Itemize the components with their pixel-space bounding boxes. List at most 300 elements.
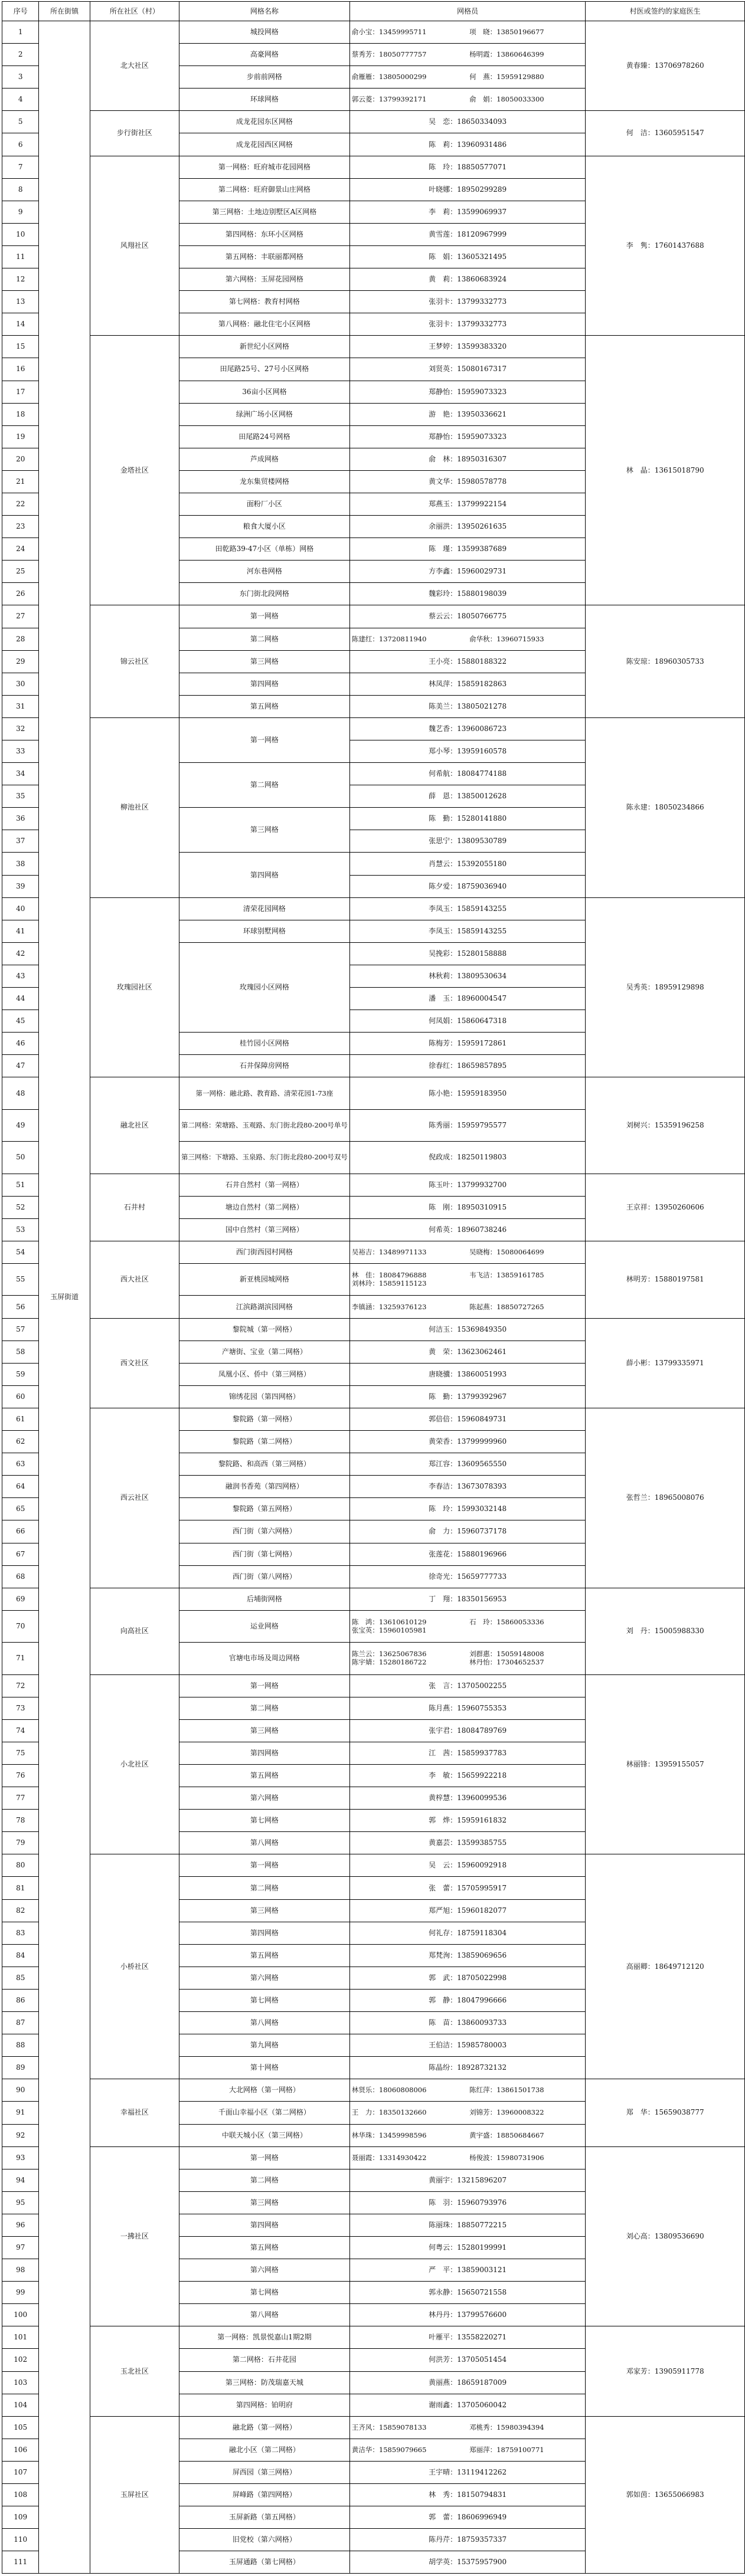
grid-member-cell bbox=[349, 808, 585, 830]
row-number: 22 bbox=[2, 493, 39, 515]
grid-member-cell bbox=[349, 1674, 585, 1697]
row-number: 10 bbox=[2, 223, 39, 245]
grid-member-cell bbox=[349, 830, 585, 853]
community-cell: 幸福社区 bbox=[90, 2079, 179, 2146]
doctor-cell: 吴秀英：18959129898 bbox=[586, 897, 745, 1077]
community-cell: 玉屏社区 bbox=[90, 2416, 179, 2574]
row-number: 7 bbox=[2, 156, 39, 178]
grid-name-cell: 第三网格：土地边别墅区A区网格 bbox=[179, 201, 349, 223]
grid-member: 黄 莉：13860683924 bbox=[429, 275, 507, 284]
grid-member-cell bbox=[349, 178, 585, 201]
grid-member: 黄洁华：15859079665 bbox=[351, 2445, 427, 2454]
grid-member-cell bbox=[349, 853, 585, 875]
header-cell: 序号 bbox=[2, 2, 39, 21]
grid-name-cell: 西门街（第七网格） bbox=[179, 1543, 349, 1565]
grid-member-cell bbox=[349, 1610, 585, 1642]
grid-name-cell: 第五网格 bbox=[179, 1765, 349, 1787]
grid-member: 王梦婷：13599383320 bbox=[429, 342, 507, 351]
row-number: 35 bbox=[2, 785, 39, 808]
grid-member: 胡学英：15375957900 bbox=[429, 2558, 507, 2567]
grid-member-cell bbox=[349, 2124, 585, 2146]
grid-member: 陈丹芹：18759357337 bbox=[429, 2535, 507, 2544]
grid-member-cell bbox=[349, 44, 585, 66]
grid-member: 郭 武：18705022998 bbox=[429, 1973, 507, 1982]
grid-name-cell: 黎院城（第一网格） bbox=[179, 1318, 349, 1341]
grid-member-cell bbox=[349, 2191, 585, 2214]
row-number: 45 bbox=[2, 1010, 39, 1033]
grid-member: 李凤玉：15859143255 bbox=[429, 926, 507, 935]
grid-member: 陈起燕：18850727265 bbox=[469, 1302, 544, 1311]
grid-member: 李 莉：13599069937 bbox=[429, 207, 507, 216]
grid-member-cell bbox=[349, 1318, 585, 1341]
grid-member: 丁 翔：18350156953 bbox=[429, 1594, 507, 1603]
grid-member-cell bbox=[349, 2461, 585, 2483]
row-number: 1 bbox=[2, 21, 39, 44]
header-cell: 所在街镇 bbox=[39, 2, 90, 21]
row-number: 38 bbox=[2, 853, 39, 875]
grid-member: 陈夕爱：18759036940 bbox=[429, 881, 507, 890]
grid-name-cell: 第一网格：旺府城市花园网格 bbox=[179, 156, 349, 178]
grid-name-cell: 江滨路湖滨园网格 bbox=[179, 1296, 349, 1318]
grid-member: 徐奇光：15659777733 bbox=[429, 1572, 507, 1581]
grid-member: 黄丽宇：13215896207 bbox=[429, 2175, 507, 2184]
grid-member: 陈秀丽：15959795577 bbox=[429, 1121, 507, 1130]
doctor-cell: 林明芳：15880197581 bbox=[586, 1241, 745, 1318]
grid-member-cell bbox=[349, 1565, 585, 1588]
grid-member-cell bbox=[349, 493, 585, 515]
grid-member-cell bbox=[349, 2394, 585, 2416]
grid-member-cell bbox=[349, 1643, 585, 1674]
grid-name-cell: 第九网格 bbox=[179, 2034, 349, 2057]
row-number: 20 bbox=[2, 448, 39, 470]
header-row bbox=[2, 2, 745, 21]
grid-member-cell bbox=[349, 2236, 585, 2259]
grid-member: 陈 鸿：13610610129 bbox=[351, 1617, 427, 1626]
row-number: 39 bbox=[2, 875, 39, 897]
grid-member: 吴晓梅：15080064699 bbox=[469, 1248, 544, 1256]
grid-member-cell bbox=[349, 561, 585, 583]
community-cell: 步行街社区 bbox=[90, 111, 179, 156]
grid-member-cell bbox=[349, 2079, 585, 2102]
table-row bbox=[2, 1854, 745, 1877]
grid-name-cell: 新亚桃园城网格 bbox=[179, 1264, 349, 1296]
grid-member: 吴 云：15960092918 bbox=[429, 1861, 507, 1870]
grid-name-cell: 凤凰小区、侨中（第三网格） bbox=[179, 1363, 349, 1385]
grid-member: 王小亮：15880188322 bbox=[429, 657, 507, 666]
grid-member: 林华珠：13459998596 bbox=[351, 2131, 427, 2139]
grid-member-cell bbox=[349, 1588, 585, 1610]
grid-member: 郭 静：18047996666 bbox=[429, 1995, 507, 2004]
row-number: 103 bbox=[2, 2371, 39, 2394]
row-number: 43 bbox=[2, 965, 39, 987]
grid-member-cell bbox=[349, 673, 585, 695]
row-number: 14 bbox=[2, 313, 39, 336]
doctor-cell: 薛小彬：13799335971 bbox=[586, 1318, 745, 1408]
grid-member: 严 平：13859003121 bbox=[429, 2266, 507, 2275]
grid-member-cell bbox=[349, 2529, 585, 2551]
doctor-cell: 陈安琼：18960305733 bbox=[586, 605, 745, 717]
grid-member: 郑江容：13609565550 bbox=[429, 1460, 507, 1469]
grid-member-cell bbox=[349, 2551, 585, 2574]
grid-name-cell: 河东巷网格 bbox=[179, 561, 349, 583]
grid-name-cell: 第五网格 bbox=[179, 2236, 349, 2259]
grid-member: 蔡秀芳：18050777757 bbox=[351, 50, 427, 59]
grid-member-cell bbox=[349, 1787, 585, 1810]
grid-member-cell bbox=[349, 965, 585, 987]
grid-name-cell: 西门街（第六网格） bbox=[179, 1520, 349, 1543]
grid-name-cell: 石井保障房网格 bbox=[179, 1055, 349, 1077]
grid-name-cell: 黎院路（第五网格） bbox=[179, 1498, 349, 1520]
grid-member-cell bbox=[349, 1944, 585, 1967]
row-number: 68 bbox=[2, 1565, 39, 1588]
row-number: 67 bbox=[2, 1543, 39, 1565]
grid-member: 陈 刚：18950310915 bbox=[429, 1202, 507, 1211]
grid-member-cell bbox=[349, 2371, 585, 2394]
grid-member: 张莲花：15880196966 bbox=[429, 1549, 507, 1558]
row-number: 31 bbox=[2, 695, 39, 717]
grid-member: 刘林玲：15859115123 bbox=[351, 1279, 427, 1288]
grid-member: 林 秀：18150794831 bbox=[429, 2490, 507, 2499]
grid-name-cell: 第六网格：玉屏花园网格 bbox=[179, 268, 349, 291]
grid-member: 黄雪莲：18120967999 bbox=[429, 230, 507, 238]
row-number: 61 bbox=[2, 1408, 39, 1430]
row-number: 57 bbox=[2, 1318, 39, 1341]
grid-member: 江 茜：15859937783 bbox=[429, 1748, 507, 1757]
grid-member-cell bbox=[349, 1241, 585, 1263]
row-number: 91 bbox=[2, 2102, 39, 2124]
row-number: 79 bbox=[2, 1832, 39, 1854]
row-number: 24 bbox=[2, 538, 39, 561]
table-row bbox=[2, 2326, 745, 2349]
grid-member: 张羽卡：13799332773 bbox=[429, 320, 507, 329]
grid-member-cell bbox=[349, 2102, 585, 2124]
row-number: 106 bbox=[2, 2439, 39, 2461]
grid-member-cell bbox=[349, 1264, 585, 1296]
grid-member: 张 言：13705002255 bbox=[429, 1681, 507, 1690]
grid-member-cell bbox=[349, 2057, 585, 2079]
grid-name-cell: 第一网格：凯景悦嘉山1期2期 bbox=[179, 2326, 349, 2349]
grid-member: 陈兰云：13625067836 bbox=[351, 1650, 427, 1659]
grid-member-cell bbox=[349, 1922, 585, 1944]
grid-member: 黄嘉芸：13599385755 bbox=[429, 1838, 507, 1847]
grid-member-cell bbox=[349, 2439, 585, 2461]
grid-member-cell bbox=[349, 763, 585, 785]
row-number: 19 bbox=[2, 425, 39, 448]
row-number: 34 bbox=[2, 763, 39, 785]
grid-member-cell bbox=[349, 2506, 585, 2529]
community-cell: 小北社区 bbox=[90, 1674, 179, 1854]
row-number: 64 bbox=[2, 1476, 39, 1498]
row-number: 8 bbox=[2, 178, 39, 201]
table-row bbox=[2, 2079, 745, 2102]
grid-member: 李镇涵：13259376123 bbox=[351, 1302, 427, 1311]
row-number: 25 bbox=[2, 561, 39, 583]
doctor-cell: 刘树兴：15359196258 bbox=[586, 1077, 745, 1174]
grid-name-cell: 千面山幸福小区（第二网格） bbox=[179, 2102, 349, 2124]
row-number: 12 bbox=[2, 268, 39, 291]
grid-member-cell bbox=[349, 1196, 585, 1218]
row-number: 29 bbox=[2, 650, 39, 673]
grid-member: 薛 恩：13850012628 bbox=[429, 792, 507, 801]
row-number: 37 bbox=[2, 830, 39, 853]
grid-name-cell: 产塘街、宝业（第二网格） bbox=[179, 1341, 349, 1363]
row-number: 9 bbox=[2, 201, 39, 223]
grid-member: 黄 荣：13623062461 bbox=[429, 1347, 507, 1356]
grid-name-cell: 第三网格：下塘路、玉泉路、东门街北段80-200号双号 bbox=[179, 1142, 349, 1174]
grid-member-cell bbox=[349, 1363, 585, 1385]
row-number: 94 bbox=[2, 2169, 39, 2191]
grid-member: 陈红萍：13861501738 bbox=[469, 2086, 544, 2095]
grid-member: 王宇晴：13119412262 bbox=[429, 2467, 507, 2476]
grid-name-cell: 第四网格：东环小区网格 bbox=[179, 223, 349, 245]
grid-name-cell: 运业网格 bbox=[179, 1610, 349, 1642]
grid-name-cell: 第八网格：融北住宅小区网格 bbox=[179, 313, 349, 336]
grid-member: 林丹丹：13799576600 bbox=[429, 2310, 507, 2319]
grid-name-cell: 面粉厂小区 bbox=[179, 493, 349, 515]
grid-member-cell bbox=[349, 1077, 585, 1109]
grid-name-cell: 成龙花园东区网格 bbox=[179, 111, 349, 133]
grid-name-cell: 玉屏新路（第五网格） bbox=[179, 2506, 349, 2529]
grid-name-cell: 城投网格 bbox=[179, 21, 349, 44]
grid-member-cell bbox=[349, 942, 585, 965]
grid-member: 谢雨鑫：13705060042 bbox=[429, 2400, 507, 2409]
grid-name-cell: 第四网格 bbox=[179, 673, 349, 695]
table-row bbox=[2, 1408, 745, 1430]
row-number: 74 bbox=[2, 1719, 39, 1742]
row-number: 54 bbox=[2, 1241, 39, 1263]
row-number: 13 bbox=[2, 291, 39, 313]
grid-member: 项 晓：13850196677 bbox=[469, 28, 544, 37]
grid-member-cell bbox=[349, 1832, 585, 1854]
grid-member-cell bbox=[349, 89, 585, 111]
row-number: 76 bbox=[2, 1765, 39, 1787]
grid-member-cell bbox=[349, 2259, 585, 2282]
row-number: 87 bbox=[2, 2012, 39, 2034]
grid-member: 杨俊波：15980731906 bbox=[469, 2153, 544, 2162]
grid-name-cell: 中联天城小区（第三网格） bbox=[179, 2124, 349, 2146]
grid-member: 王齐风：15859078133 bbox=[351, 2423, 427, 2431]
row-number: 56 bbox=[2, 1296, 39, 1318]
grid-member-cell bbox=[349, 740, 585, 763]
grid-member: 聂丽霞：13314930422 bbox=[351, 2153, 427, 2162]
grid-name-cell: 新世纪小区网格 bbox=[179, 336, 349, 358]
grid-member: 陈梅芳：15959172861 bbox=[429, 1039, 507, 1048]
row-number: 105 bbox=[2, 2416, 39, 2439]
community-cell: 金塔社区 bbox=[90, 336, 179, 605]
grid-name-cell: 第一网格 bbox=[179, 1854, 349, 1877]
grid-name-cell: 第六网格 bbox=[179, 2259, 349, 2282]
grid-member: 何洪芳：13705051454 bbox=[429, 2355, 507, 2364]
row-number: 51 bbox=[2, 1174, 39, 1196]
grid-name-cell: 第四网格 bbox=[179, 853, 349, 897]
grid-member: 何希英：18960738246 bbox=[429, 1225, 507, 1234]
doctor-cell: 陈永建：18050234866 bbox=[586, 717, 745, 897]
grid-member: 潘 玉：18960004547 bbox=[429, 994, 507, 1003]
row-number: 32 bbox=[2, 717, 39, 740]
community-cell: 小桥社区 bbox=[90, 1854, 179, 2079]
grid-member: 陈玉叶：13799932700 bbox=[429, 1180, 507, 1189]
grid-member-cell bbox=[349, 516, 585, 538]
row-number: 16 bbox=[2, 358, 39, 381]
grid-member-cell bbox=[349, 2169, 585, 2191]
row-number: 99 bbox=[2, 2282, 39, 2304]
table-row bbox=[2, 156, 745, 178]
row-number: 78 bbox=[2, 1810, 39, 1832]
grid-name-cell: 第三网格：防茂瑞嘉天城 bbox=[179, 2371, 349, 2394]
grid-member: 吴 恋：18650334093 bbox=[429, 117, 507, 126]
grid-member: 徐春红：18659857895 bbox=[429, 1061, 507, 1070]
grid-name-cell: 第二网格 bbox=[179, 1697, 349, 1719]
grid-member-cell bbox=[349, 695, 585, 717]
grid-name-cell: 步前前网格 bbox=[179, 66, 349, 89]
grid-member: 刘锦芳：13960008322 bbox=[469, 2108, 544, 2117]
table-row bbox=[2, 1674, 745, 1697]
doctor-cell: 黄春臻：13706978260 bbox=[586, 21, 745, 111]
row-number: 30 bbox=[2, 673, 39, 695]
grid-name-cell: 屏西园（第三网格） bbox=[179, 2461, 349, 2483]
grid-member-cell bbox=[349, 717, 585, 740]
grid-member: 林贤乐：18060808006 bbox=[351, 2086, 427, 2095]
row-number: 50 bbox=[2, 1142, 39, 1174]
table-row bbox=[2, 2146, 745, 2169]
header-cell: 村医或签约的家庭医生 bbox=[586, 2, 745, 21]
grid-name-cell: 第四网格 bbox=[179, 2214, 349, 2236]
grid-member-cell bbox=[349, 538, 585, 561]
grid-member-cell bbox=[349, 1697, 585, 1719]
row-number: 60 bbox=[2, 1385, 39, 1408]
grid-member-cell bbox=[349, 21, 585, 44]
doctor-cell: 刘心高：13809536690 bbox=[586, 2146, 745, 2326]
grid-member-cell bbox=[349, 1142, 585, 1174]
grid-members-table bbox=[2, 1, 745, 2574]
grid-name-cell: 第六网格 bbox=[179, 1787, 349, 1810]
grid-name-cell: 屏峰路（第四网格） bbox=[179, 2484, 349, 2506]
row-number: 110 bbox=[2, 2529, 39, 2551]
grid-member-cell bbox=[349, 1520, 585, 1543]
grid-member-cell bbox=[349, 2282, 585, 2304]
table-row bbox=[2, 1318, 745, 1341]
grid-member: 黄丽燕：18659187009 bbox=[429, 2378, 507, 2387]
grid-member-cell bbox=[349, 1033, 585, 1055]
row-number: 58 bbox=[2, 1341, 39, 1363]
grid-member: 郑静怡：15959073323 bbox=[429, 387, 507, 396]
row-number: 101 bbox=[2, 2326, 39, 2349]
grid-member-cell bbox=[349, 1408, 585, 1430]
grid-name-cell: 第四网格 bbox=[179, 1922, 349, 1944]
grid-member-cell bbox=[349, 1854, 585, 1877]
community-cell: 向高社区 bbox=[90, 1588, 179, 1674]
grid-member-cell bbox=[349, 988, 585, 1010]
grid-member-cell bbox=[349, 1899, 585, 1922]
grid-name-cell: 第七网格 bbox=[179, 2282, 349, 2304]
grid-member: 陈 羽：15960793976 bbox=[429, 2198, 507, 2207]
row-number: 92 bbox=[2, 2124, 39, 2146]
row-number: 85 bbox=[2, 1967, 39, 1989]
grid-member: 林 佳：18084796888 bbox=[351, 1271, 427, 1280]
row-number: 69 bbox=[2, 1588, 39, 1610]
community-cell: 柳池社区 bbox=[90, 717, 179, 897]
row-number: 6 bbox=[2, 133, 39, 156]
grid-member: 陈晶纷：18928732132 bbox=[429, 2063, 507, 2072]
grid-member: 陈 玲：15993032148 bbox=[429, 1505, 507, 1513]
table-row bbox=[2, 717, 745, 740]
grid-member-cell bbox=[349, 650, 585, 673]
grid-name-cell: 第六网格 bbox=[179, 1967, 349, 1989]
row-number: 15 bbox=[2, 336, 39, 358]
grid-name-cell: 第十网格 bbox=[179, 2057, 349, 2079]
grid-member: 魏艺香：13960086723 bbox=[429, 724, 507, 733]
grid-name-cell: 粮食大厦小区 bbox=[179, 516, 349, 538]
table-row bbox=[2, 1077, 745, 1109]
grid-name-cell: 第八网格 bbox=[179, 1832, 349, 1854]
table-row bbox=[2, 336, 745, 358]
row-number: 84 bbox=[2, 1944, 39, 1967]
community-cell: 西大社区 bbox=[90, 1241, 179, 1318]
grid-name-cell: 黎院路（第一网格） bbox=[179, 1408, 349, 1430]
row-number: 4 bbox=[2, 89, 39, 111]
grid-member-cell bbox=[349, 628, 585, 650]
grid-member: 林秋莉：13809530634 bbox=[429, 971, 507, 980]
grid-name-cell: 第二网格：旺府御景山庄网格 bbox=[179, 178, 349, 201]
grid-member: 陈 瑾：13599387689 bbox=[429, 545, 507, 553]
grid-member: 余丽洪：13950261635 bbox=[429, 522, 507, 531]
row-number: 98 bbox=[2, 2259, 39, 2282]
grid-name-cell: 融润书香苑（第四网格） bbox=[179, 1476, 349, 1498]
grid-member: 何 燕：15959129880 bbox=[469, 73, 544, 81]
grid-member: 李 敏：15659922218 bbox=[429, 1771, 507, 1780]
grid-name-cell: 第八网格 bbox=[179, 2304, 349, 2326]
grid-member-cell bbox=[349, 1341, 585, 1363]
grid-member: 张宇君：18084789769 bbox=[429, 1726, 507, 1735]
grid-member-cell bbox=[349, 245, 585, 268]
grid-member-cell bbox=[349, 358, 585, 381]
grid-member: 陈 勤：15280141880 bbox=[429, 814, 507, 823]
table-row bbox=[2, 1588, 745, 1610]
grid-member: 邓桃秀：15980394394 bbox=[469, 2423, 544, 2431]
grid-member-cell bbox=[349, 291, 585, 313]
grid-name-cell: 融北小区（第二网格） bbox=[179, 2439, 349, 2461]
table-row bbox=[2, 897, 745, 920]
row-number: 109 bbox=[2, 2506, 39, 2529]
grid-name-cell: 第七网格 bbox=[179, 1989, 349, 2011]
grid-member: 魏彩玲：15880198039 bbox=[429, 589, 507, 598]
grid-member-cell bbox=[349, 268, 585, 291]
grid-member-cell bbox=[349, 223, 585, 245]
row-number: 5 bbox=[2, 111, 39, 133]
doctor-cell: 王京祥：13950260606 bbox=[586, 1174, 745, 1241]
grid-name-cell: 第二网格 bbox=[179, 763, 349, 808]
grid-name-cell: 第三网格 bbox=[179, 808, 349, 853]
grid-member-cell bbox=[349, 1055, 585, 1077]
row-number: 88 bbox=[2, 2034, 39, 2057]
row-number: 48 bbox=[2, 1077, 39, 1109]
community-cell: 风翔社区 bbox=[90, 156, 179, 336]
grid-member-cell bbox=[349, 1218, 585, 1241]
grid-member: 王伯洁：15985780003 bbox=[429, 2041, 507, 2050]
row-number: 77 bbox=[2, 1787, 39, 1810]
grid-member: 刘群惠：15059148008 bbox=[469, 1650, 544, 1659]
row-number: 75 bbox=[2, 1742, 39, 1764]
grid-member: 郭 蕾：18606996949 bbox=[429, 2513, 507, 2522]
grid-member-cell bbox=[349, 313, 585, 336]
grid-name-cell: 第八网格 bbox=[179, 2012, 349, 2034]
grid-name-cell: 第一网格 bbox=[179, 605, 349, 628]
grid-name-cell: 融北路（第一网格） bbox=[179, 2416, 349, 2439]
grid-member-cell bbox=[349, 1385, 585, 1408]
row-number: 49 bbox=[2, 1109, 39, 1141]
grid-member: 俞雁雁：13805000299 bbox=[351, 73, 427, 81]
grid-name-cell: 环球别墅网格 bbox=[179, 920, 349, 942]
